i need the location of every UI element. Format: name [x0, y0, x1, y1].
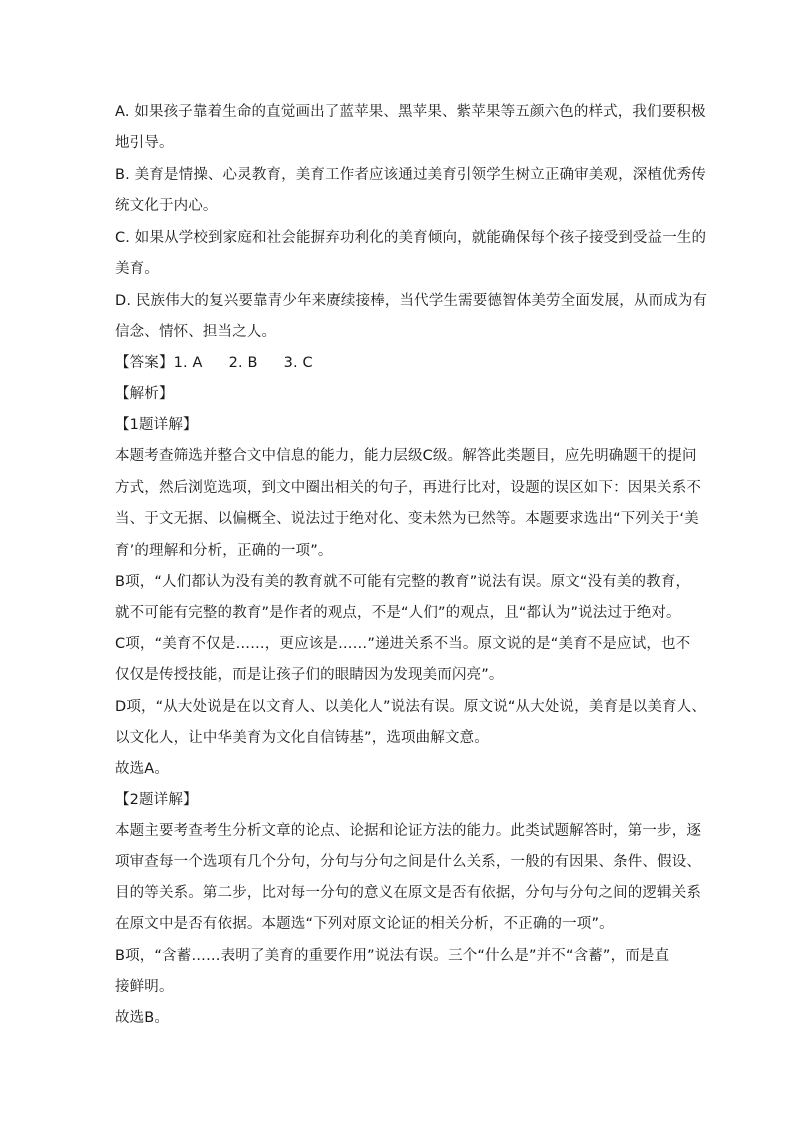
q1-paragraph-line: C项，“美育不仅是……，更应该是……”递进关系不当。原文说的是“美育不是应试，也不 — [115, 636, 691, 652]
option-c-line-2: 美育。 — [115, 261, 159, 277]
q2-paragraph-line: 本题主要考查考生分析文章的论点、论据和论证方法的能力。此类试题解答时，第一步，逐 — [115, 823, 701, 839]
q2-heading: 【2题详解】 — [115, 792, 198, 808]
option-c-line-1: C. 如果从学校到家庭和社会能摒弃功利化的美育倾向，就能确保每个孩子接受到受益一生的 — [115, 230, 707, 246]
q1-paragraph-line: B项，“人们都认为没有美的教育就不可能有完整的教育”说法有误。原文“没有美的教育， — [115, 574, 691, 590]
q1-paragraph-line: 本题考查筛选并整合文中信息的能力，能力层级C级。解答此类题目，应先明确题干的提问 — [115, 448, 697, 464]
q2-paragraph-line: 在原文中是否有依据。本题选“下列对原文论证的相关分析，不正确的一项”。 — [115, 916, 614, 932]
q2-paragraph-line: 接鲜明。 — [115, 979, 174, 995]
q2-paragraph-line: 目的等关系。第二步，比对每一分句的意义在原文是否有依据，分句与分句之间的逻辑关系 — [115, 885, 701, 901]
q2-paragraph-line: 项审查每一个选项有几个分句，分句与分句之间是什么关系，一般的有因果、条件、假设、 — [115, 854, 701, 870]
option-d-line-1: D. 民族伟大的复兴要靠青少年来赓续接棒，当代学生需要德智体美劳全面发展，从而成为有 — [115, 293, 708, 309]
q2-paragraph-line: B项，“含蓄……表明了美育的重要作用”说法有误。三个“什么是”并不“含蓄”，而是直 — [115, 948, 670, 964]
option-d-line-2: 信念、情怀、担当之人。 — [115, 324, 277, 340]
q1-paragraph-line: 仅仅是传授技能，而是让孩子们的眼睛因为发现美而闪亮”。 — [115, 667, 504, 683]
option-a-line-1: A. 如果孩子靠着生命的直觉画出了蓝苹果、黑苹果、紫苹果等五颜六色的样式，我们要积极 — [115, 104, 706, 120]
q1-paragraph-line: 以文化人，让中华美育为文化自信铸基”，选项曲解文意。 — [115, 730, 489, 746]
answer-item: 1. A — [173, 355, 203, 371]
analysis-heading: 【解析】 — [115, 386, 174, 402]
q1-paragraph-line: 育’的理解和分析，正确的一项”。 — [115, 543, 333, 559]
option-b-line-2: 统文化于内心。 — [115, 198, 218, 214]
q1-paragraph-line: 当、于文无据、以偏概全、说法过于绝对化、变未然为已然等。本题要求选出“下列关于‘美 — [115, 511, 699, 527]
answer-line — [115, 353, 339, 373]
option-a-line-2: 地引导。 — [115, 135, 174, 151]
answer-item: 3. C — [283, 355, 313, 371]
q2-conclusion: 故选B。 — [115, 1010, 170, 1026]
q1-paragraph-line: D项，“从大处说是在以文育人、以美化人”说法有误。原文说“从大处说，美育是以美育人、 — [115, 699, 706, 715]
option-b-line-1: B. 美育是情操、心灵教育，美育工作者应该通过美育引领学生树立正确审美观，深植优秀传 — [115, 167, 706, 183]
q1-heading: 【1题详解】 — [115, 417, 198, 433]
q1-paragraph-line: 方式，然后浏览选项，到文中圈出相关的句子，再进行比对，设题的误区如下：因果关系不 — [115, 480, 701, 496]
answer-item: 2. B — [228, 355, 258, 371]
q1-paragraph-line: 就不可能有完整的教育”是作者的观点，不是“人们”的观点，且“都认为”说法过于绝对。 — [115, 605, 681, 621]
answer-label: 【答案】 — [115, 355, 174, 371]
q1-conclusion: 故选A。 — [115, 761, 170, 777]
